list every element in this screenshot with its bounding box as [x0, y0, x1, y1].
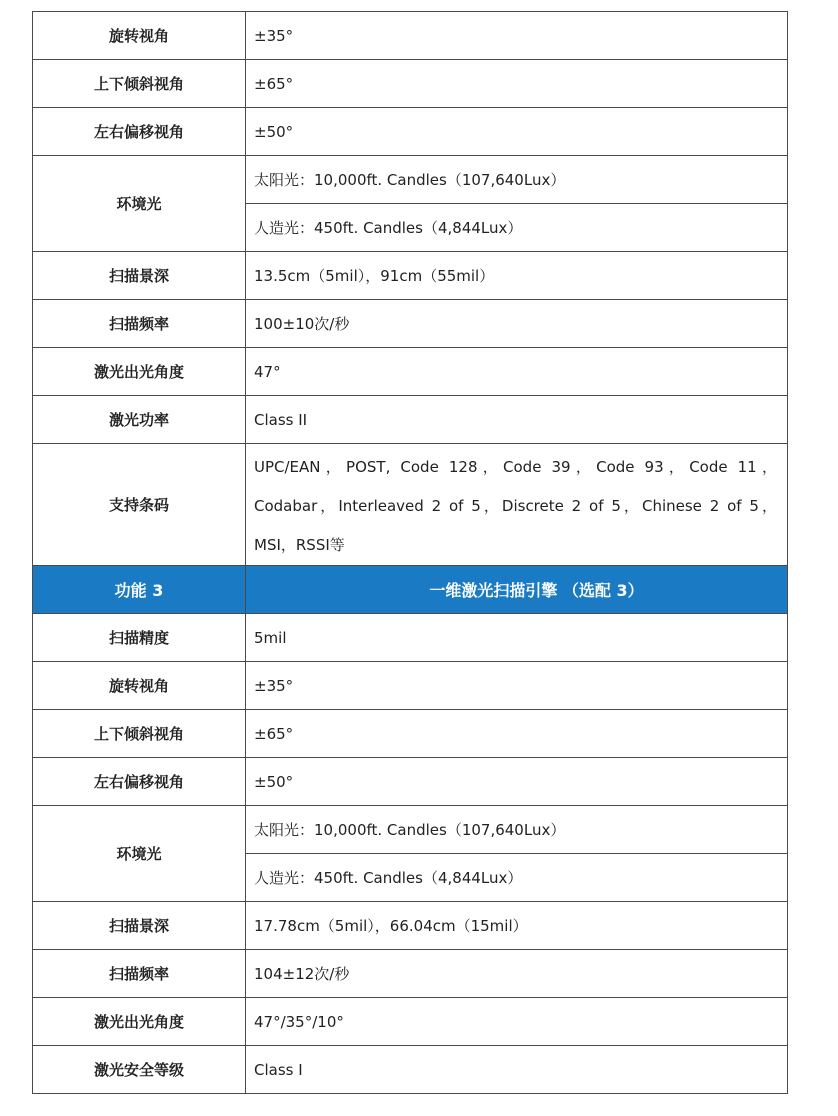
row-skew-1: [33, 108, 788, 156]
row-angle-2: [33, 998, 788, 1046]
row-value: 太阳光：10,000ft. Candles（107,640Lux）: [246, 156, 788, 204]
section-header: [33, 566, 788, 614]
row-label: 扫描频率: [33, 950, 246, 998]
row-value: Class II: [246, 396, 788, 444]
row-value: ±65°: [246, 710, 788, 758]
row-rate-1: [33, 300, 788, 348]
row-depth-1: [33, 252, 788, 300]
row-skew-2: [33, 758, 788, 806]
row-value: 人造光：450ft. Candles（4,844Lux）: [246, 204, 788, 252]
row-tilt-2: [33, 710, 788, 758]
row-value: ±50°: [246, 758, 788, 806]
row-value: ±35°: [246, 12, 788, 60]
row-label: 支持条码: [33, 444, 246, 566]
row-value: ±35°: [246, 662, 788, 710]
row-value: Class I: [246, 1046, 788, 1094]
section-title: 一维激光扫描引擎 （选配 3）: [246, 566, 788, 614]
row-precision-2: [33, 614, 788, 662]
row-value: ±50°: [246, 108, 788, 156]
row-tilt-1: [33, 60, 788, 108]
row-label: 上下倾斜视角: [33, 710, 246, 758]
row-ambient-2a: [33, 806, 788, 854]
symbology-line: UPC/EAN，POST, Code 128，Code 39，Code 93，Code 11，: [254, 458, 777, 476]
row-value: [246, 444, 788, 566]
row-label: 上下倾斜视角: [33, 60, 246, 108]
row-label: 扫描景深: [33, 252, 246, 300]
row-label: 扫描频率: [33, 300, 246, 348]
row-label: 激光出光角度: [33, 348, 246, 396]
symbology-line: MSI，RSSI等: [254, 536, 345, 554]
spec-table: [32, 11, 788, 1094]
row-label: 扫描精度: [33, 614, 246, 662]
row-rotation-1: [33, 12, 788, 60]
row-power-1: [33, 396, 788, 444]
row-value: 13.5cm（5mil），91cm（55mil）: [246, 252, 788, 300]
row-label: 旋转视角: [33, 12, 246, 60]
row-symbologies: [33, 444, 788, 566]
row-label: 激光安全等级: [33, 1046, 246, 1094]
row-rate-2: [33, 950, 788, 998]
row-label: 旋转视角: [33, 662, 246, 710]
row-value: 人造光：450ft. Candles（4,844Lux）: [246, 854, 788, 902]
row-label: 激光出光角度: [33, 998, 246, 1046]
row-label: 扫描景深: [33, 902, 246, 950]
row-value: ±65°: [246, 60, 788, 108]
row-value: 5mil: [246, 614, 788, 662]
symbology-line: Codabar，Interleaved 2 of 5，Discrete 2 of 5，Chinese 2 of 5，: [254, 497, 777, 515]
row-safety-2: [33, 1046, 788, 1094]
row-label: 左右偏移视角: [33, 108, 246, 156]
row-value: 100±10次/秒: [246, 300, 788, 348]
row-rotation-2: [33, 662, 788, 710]
row-value: 太阳光：10,000ft. Candles（107,640Lux）: [246, 806, 788, 854]
row-label: 左右偏移视角: [33, 758, 246, 806]
row-value: 47°/35°/10°: [246, 998, 788, 1046]
row-label: 激光功率: [33, 396, 246, 444]
row-angle-1: [33, 348, 788, 396]
row-label: 环境光: [33, 806, 246, 902]
row-value: 47°: [246, 348, 788, 396]
section-label: 功能 3: [33, 566, 246, 614]
row-value: 17.78cm（5mil），66.04cm（15mil）: [246, 902, 788, 950]
row-depth-2: [33, 902, 788, 950]
row-ambient-1a: [33, 156, 788, 204]
row-label: 环境光: [33, 156, 246, 252]
row-value: 104±12次/秒: [246, 950, 788, 998]
